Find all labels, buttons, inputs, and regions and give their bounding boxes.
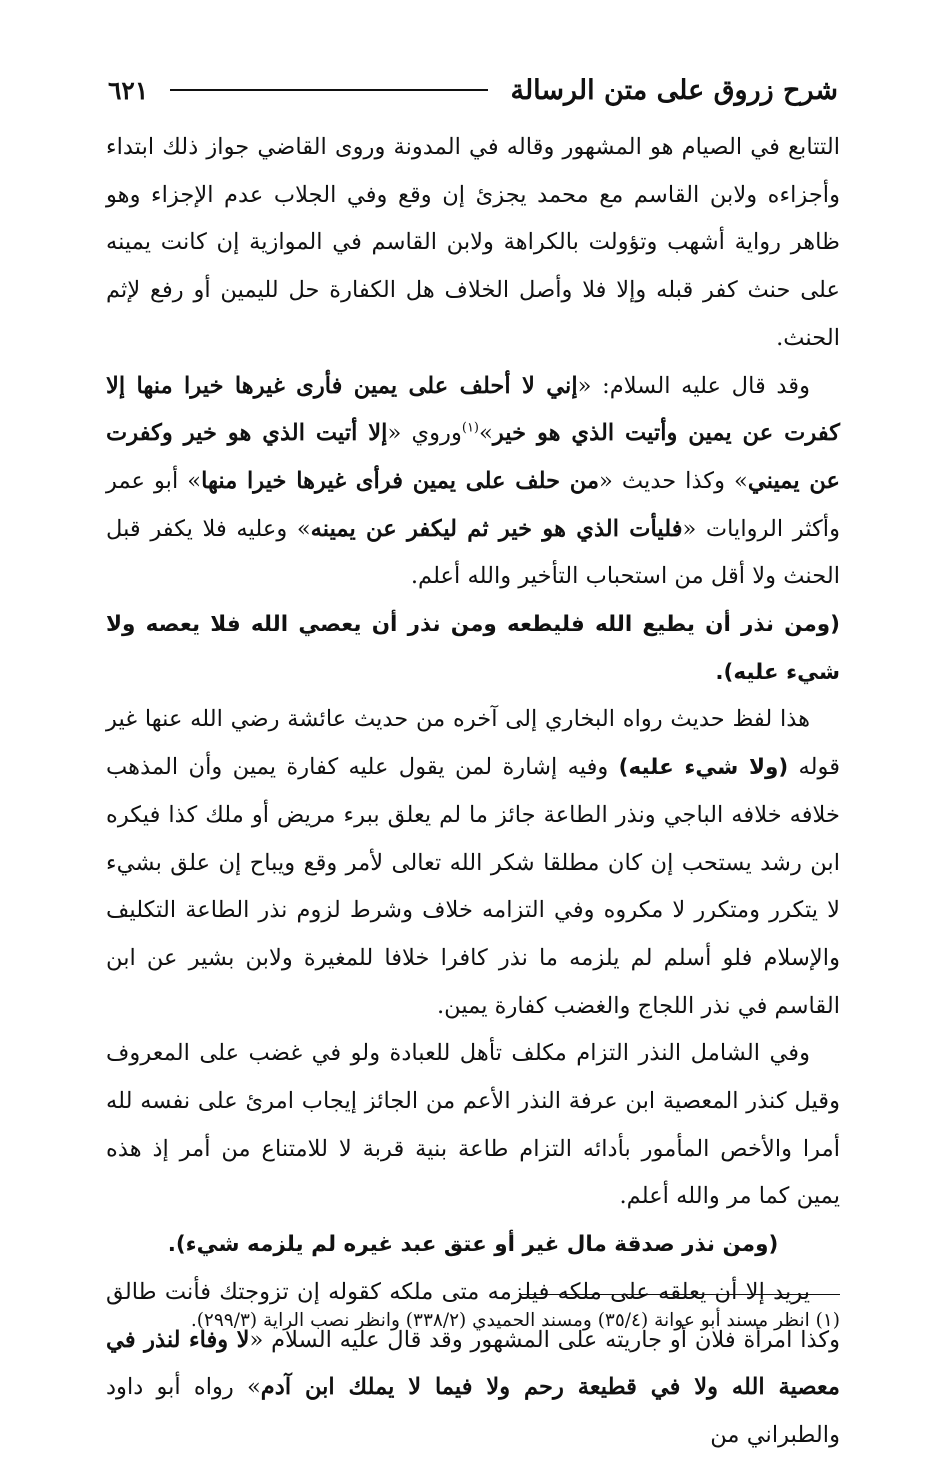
paragraph-4: وفي الشامل النذر التزام مكلف تأهل للعبادة ولو في غضب على المعروف وقيل كنذر المعصية ابن عرفة النذر الأعم من الجائز إيجاب امرئ على نفسه لله أمرا والأخص المأمور بأدائه التزام طاعة بنية قربة لا للامتناع من أمر إذ هذه يمين كما مر والله أعلم. <box>106 1040 841 1210</box>
page-body <box>106 124 840 1460</box>
text-run: » وكذا حديث « <box>599 467 748 494</box>
matn-text-2: (ومن نذر صدقة مال غير أو عتق عبد غيره لم يلزمه شيء). <box>167 1232 779 1258</box>
running-title: شرح زروق على متن الرسالة <box>510 74 838 106</box>
text-run: » أبو عمر وأكثر الروايات « <box>106 467 840 542</box>
matn-quote: (ولا شيء عليه) <box>618 755 789 781</box>
text-run: » رواه أبو داود والطبراني من <box>106 1374 840 1448</box>
text-run: » وعليه فلا يكفر قبل الحنث ولا أقل من استحباب التأخير والله أعلم. <box>106 515 840 590</box>
page-number: ٦٢١ <box>108 75 149 105</box>
paragraph-2 <box>106 363 840 602</box>
paragraph-5 <box>106 1269 840 1460</box>
text-run: وفيه إشارة لمن يقول عليه كفارة يمين وأن المذهب خلافه خلافه الباجي ونذر الطاعة جائز ما لم يعلق ببرء مريض أو ملك كذا فيكره ابن رشد يستحب إن كان مطلقا شكر الله تعالى لأمر وقع ويباح إن علق بشيء لا يتكرر ومتكرر لا مكروه وفي التزامه خلاف وشرط لزوم نذر الطاعة التكليف والإسلام فلو أسلم لم يلزمه ما نذر كافرا خلافا للمغيرة ولابن بشير عن ابن القاسم في نذر اللجاج والغضب كفارة يمين. <box>106 754 840 1019</box>
paragraph-3 <box>106 696 840 1030</box>
text-run: » <box>479 420 493 447</box>
footnote: (١) انظر مسند أبو عوانة (٣٥/٤) ومسند الحميدي (٣٣٨/٢) وانظر نصب الراية (٢٩٩/٣). <box>190 1310 840 1331</box>
footnote-marker: (١) <box>461 420 479 436</box>
hadith-quote: فليأت الذي هو خير ثم ليكفر عن يمينه <box>310 515 683 542</box>
matn-text-1: (ومن نذر أن يطيع الله فليطعه ومن نذر أن يعصي الله فلا يعصه ولا شيء عليه). <box>106 612 840 685</box>
text-run: هذا لفظ حديث رواه البخاري إلى آخره من حديث عائشة رضي الله عنها غير قوله <box>106 706 840 781</box>
header-rule <box>170 89 488 91</box>
text-run: يريد إلا أن يعلقه على ملكه فيلزمه متى ملكه كقوله إن تزوجتك فأنت طالق وكذا امرأة فلان أو جاريته على المشهور وقد قال عليه السلام « <box>106 1278 840 1353</box>
hadith-quote: إلا أتيت الذي هو خير وكفرت عن يميني <box>106 420 840 494</box>
paragraph-1: التتابع في الصيام هو المشهور وقاله في المدونة وروى القاضي جواز ذلك ابتداء وأجزاءه ولابن القاسم مع محمد يجزئ إن وقع وفي الجلاب عدم الإجزاء وهو ظاهر رواية أشهب وتؤولت بالكراهة ولابن القاسم في الموازية إن كانت يمينه على حنث كفر قبله وإلا فلا وأصل الخلاف هل الكفارة حل لليمين أو رفع لإثم الحنث. <box>106 134 840 351</box>
footnote-rule <box>520 1294 840 1295</box>
text-run: وروي « <box>387 420 462 447</box>
hadith-quote: لا وفاء لنذر في معصية الله ولا في قطيعة رحم ولا فيما لا يملك ابن آدم <box>106 1326 840 1401</box>
text-run: وقد قال عليه السلام: « <box>577 372 810 399</box>
hadith-quote: إني لا أحلف على يمين فأرى غيرها خيرا منها إلا كفرت عن يمين وأتيت الذي هو خير <box>106 372 841 447</box>
page-header <box>108 68 838 112</box>
hadith-quote: من حلف على يمين فرأى غيرها خيرا منها <box>201 467 600 494</box>
